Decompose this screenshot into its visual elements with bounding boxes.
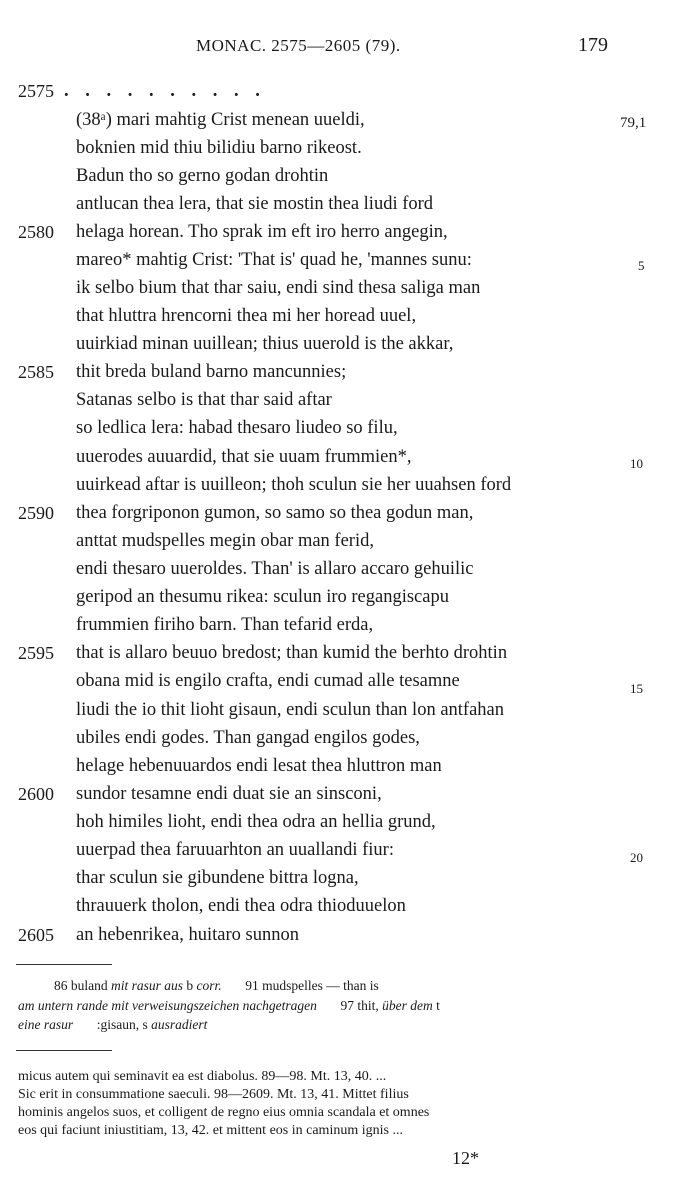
verse-number: 2590 (18, 503, 54, 523)
signature-mark: 12* (452, 1148, 479, 1168)
verse-line: ik selbo bium that thar saiu, endi sind thesa saliga man (76, 278, 481, 298)
verse-line: geripod an thesumu rikea: sculun iro regangiscapu (76, 587, 449, 607)
margin-number: 15 (630, 681, 643, 696)
apparatus-text: 91 mudspelles — than is (245, 978, 379, 993)
verse-number: 2580 (18, 222, 54, 242)
verse-line: frummien firiho barn. Than tefarid erda, (76, 615, 374, 635)
verse-line: (38ᵃ) mari mahtig Crist menean uueldi, (76, 110, 365, 130)
verse-line: helage hebenuuardos endi lesat thea hluttron man (76, 756, 442, 776)
verse-line: Satanas selbo is that thar said aftar (76, 390, 332, 410)
commentary-divider (16, 1050, 112, 1051)
verse-line: ubiles endi godes. Than gangad engilos godes, (76, 728, 420, 748)
verse-line: liudi the io thit lioht gisaun, endi sculun than lon antfahan (76, 700, 505, 720)
verse-line: uuirkead aftar is uuilleon; thoh sculun sie her uuahsen ford (76, 475, 512, 495)
verse-line: thit breda buland barno mancunnies; (76, 362, 347, 382)
verse-line: anttat mudspelles megin obar man ferid, (76, 531, 374, 551)
verse-number: 2600 (18, 784, 54, 804)
verse-line: thar sculun sie gibundene bittra logna, (76, 868, 359, 888)
margin-number: 20 (630, 850, 643, 865)
verse-line: sundor tesamne endi duat sie an sinsconi, (76, 784, 382, 804)
apparatus-text: 97 thit, (340, 998, 379, 1013)
apparatus-text: b (186, 978, 194, 993)
apparatus-text: :gisaun, s (96, 1017, 148, 1032)
apparatus-note: corr. (196, 978, 222, 993)
verse-line: so ledlica lera: habad thesaro liudeo so filu, (76, 418, 398, 438)
verse-line: uuirkiad minan uuillean; thius uuerold is the akkar, (76, 334, 454, 354)
verse-line: thea forgriponon gumon, so samo so thea godun man, (76, 503, 474, 523)
verse-line: boknien mid thiu bilidiu barno rikeost. (76, 138, 362, 158)
verse-line: hoh himiles lioht, endi thea odra an hellia grund, (76, 812, 436, 832)
apparatus-text: 86 buland (54, 978, 108, 993)
apparatus-text: t (436, 998, 440, 1013)
verse-line: mareo* mahtig Crist: 'That is' quad he, 'mannes sunu: (76, 250, 472, 270)
apparatus-note: mit rasur aus (111, 978, 184, 993)
verse-line: an hebenrikea, huitaro sunnon (76, 925, 299, 945)
commentary-line: micus autem qui seminavit ea est diabolus. 89—98. Mt. 13, 40. ... (18, 1069, 387, 1084)
margin-number: 5 (638, 258, 645, 273)
verse-line: that is allaro beuuo bredost; than kumid the berhto drohtin (76, 643, 508, 663)
verse-line: that hluttra hrencorni thea mi her horead uuel, (76, 306, 417, 326)
verse-number: 2585 (18, 362, 54, 382)
verse-line: uuerodes auuardid, that sie uuam frummien*, (76, 447, 412, 467)
running-title: MONAC. 2575—2605 (79). (196, 36, 401, 55)
verse-number: 2575 (18, 81, 54, 101)
page-number: 179 (578, 34, 608, 56)
commentary-line: hominis angelos suos, et colligent de regno eius omnia scandala et omnes (18, 1105, 430, 1120)
commentary-line: eos qui faciunt iniustitiam, 13, 42. et mittent eos in caminum ignis ... (18, 1123, 403, 1138)
verse-line: thrauuerk tholon, endi thea odra thioduuelon (76, 896, 406, 916)
apparatus-note: eine rasur (18, 1017, 74, 1032)
apparatus-note: ausradiert (151, 1017, 208, 1032)
verse-number: 2605 (18, 925, 54, 945)
verse-line: . . . . . . . . . . (64, 81, 266, 101)
verse-line: antlucan thea lera, that sie mostin thea liudi ford (76, 194, 434, 214)
footnote-divider (16, 964, 112, 965)
margin-number: 10 (630, 456, 643, 471)
verse-line: uuerpad thea faruuarhton an uuallandi fiur: (76, 840, 394, 860)
apparatus-note: am untern rande mit verweisungszeichen nachgetragen (18, 998, 317, 1013)
commentary-line: Sic erit in consummatione saeculi. 98—2609. Mt. 13, 41. Mittet filius (18, 1087, 409, 1102)
verse-number: 2595 (18, 643, 54, 663)
apparatus-note: über dem (382, 998, 433, 1013)
verse-line: Badun tho so gerno godan drohtin (76, 166, 329, 186)
verse-line: endi thesaro uueroldes. Than' is allaro accaro gehuilic (76, 559, 474, 579)
margin-number: 79,1 (620, 115, 647, 131)
verse-line: helaga horean. Tho sprak im eft iro herro angegin, (76, 222, 448, 242)
verse-line: obana mid is engilo crafta, endi cumad alle tesamne (76, 671, 460, 691)
